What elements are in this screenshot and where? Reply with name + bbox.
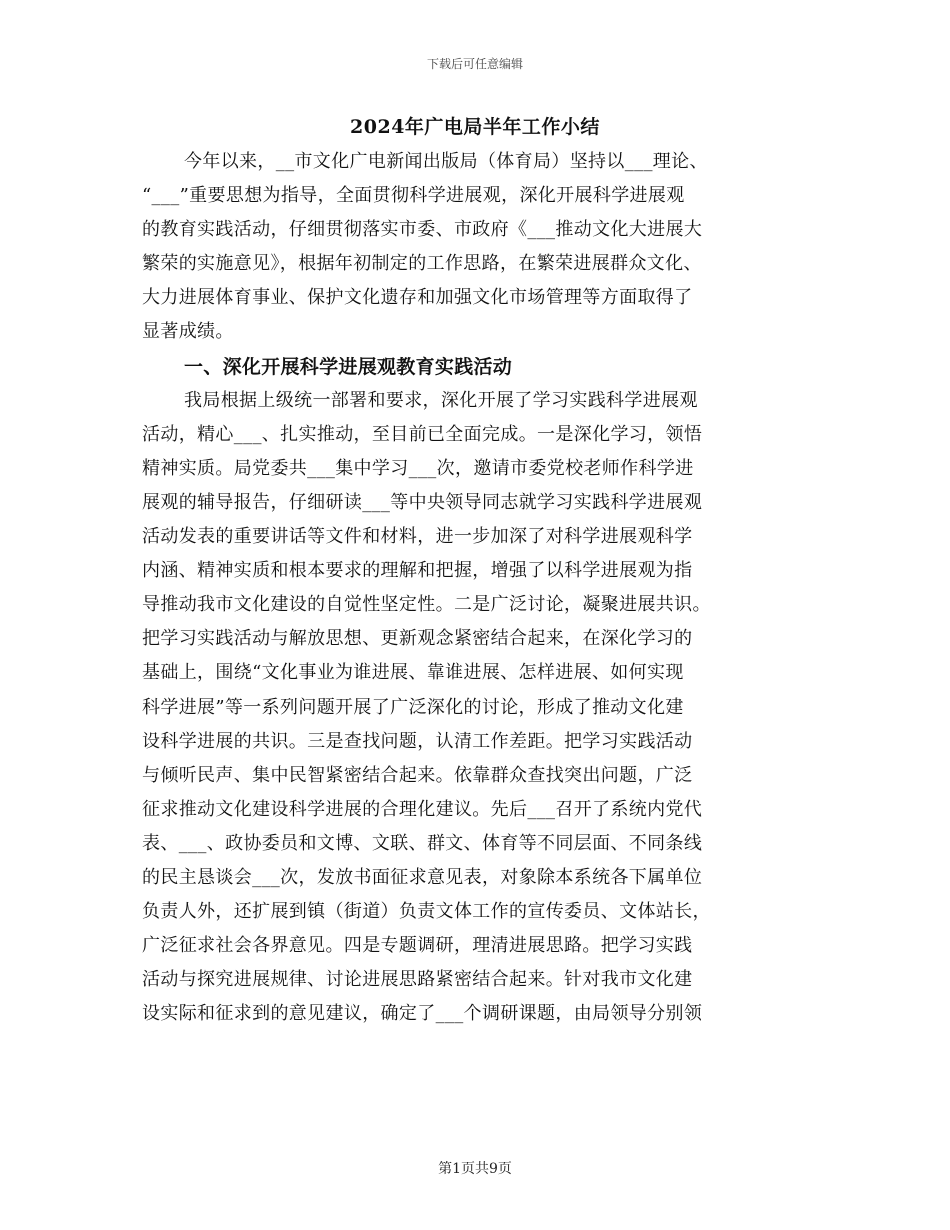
- paragraph-line: 基础上，围绕“文化事业为谁进展、靠谁进展、怎样进展、如何实现: [142, 662, 684, 684]
- paragraph-line: 科学进展”等一系列问题开展了广泛深化的讨论，形成了推动文化建: [142, 696, 684, 718]
- paragraph-line: 负责人外，还扩展到镇（街道）负责文体工作的宣传委员、文体站长，: [142, 901, 711, 923]
- paragraph-line: 大力进展体育事业、保护文化遗存和加强文化市场管理等方面取得了: [142, 287, 693, 309]
- paragraph-line: 的民主恳谈会___次，发放书面征求意见表，对象除本系统各下属单位: [142, 866, 703, 888]
- paragraph-line: 展观的辅导报告，仔细研读___等中央领导同志就学习实践科学进展观: [142, 491, 703, 513]
- paragraph-line: 设科学进展的共识。三是查找问题，认清工作差距。把学习实践活动: [142, 730, 693, 752]
- document-body: [142, 112, 808, 1031]
- paragraph-line: 征求推动文化建设科学进展的合理化建议。先后___召开了系统内党代: [142, 798, 703, 820]
- paragraph-line: 设实际和征求到的意见建议，确定了___个调研课题，由局领导分别领: [142, 1003, 703, 1025]
- paragraph-line: 活动，精心___、扎实推动，至目前已全面完成。一是深化学习，领悟: [142, 423, 703, 445]
- paragraph-line: 精神实质。局党委共___集中学习___次，邀请市委党校老师作科学进: [142, 457, 694, 479]
- paragraph-line: 内涵、精神实质和根本要求的理解和把握，增强了以科学进展观为指: [142, 560, 693, 582]
- paragraph-line: “___”重要思想为指导，全面贯彻科学进展观，深化开展科学进展观: [142, 185, 685, 207]
- paragraph-line: 的教育实践活动，仔细贯彻落实市委、市政府《___推动文化大进展大: [142, 219, 703, 241]
- paragraph-line: 繁荣的实施意见》，根据年初制定的工作思路，在繁荣进展群众文化、: [142, 253, 702, 275]
- page-header-note: 下载后可任意编辑: [426, 57, 523, 71]
- paragraph-line: 广泛征求社会各界意见。四是专题调研，理清进展思路。把学习实践: [142, 935, 693, 957]
- document-title: 2024年广电局半年工作小结: [350, 116, 600, 138]
- section-heading: 一、深化开展科学进展观教育实践活动: [184, 355, 513, 378]
- paragraph-line: 与倾听民声、集中民智紧密结合起来。依靠群众查找突出问题，广泛: [142, 764, 693, 786]
- paragraph-line: 活动与探究进展规律、讨论进展思路紧密结合起来。针对我市文化建: [142, 969, 693, 991]
- page-footer-number: 第1页共9页: [438, 1161, 512, 1177]
- section-paragraph: [142, 384, 808, 1032]
- paragraph-line: 显著成绩。: [142, 321, 234, 343]
- paragraph-line: 活动发表的重要讲话等文件和材料，进一步加深了对科学进展观科学: [142, 526, 693, 548]
- intro-paragraph: [142, 145, 808, 350]
- paragraph-line: 把学习实践活动与解放思想、更新观念紧密结合起来，在深化学习的: [142, 628, 693, 650]
- paragraph-line: 导推动我市文化建设的自觉性坚定性。二是广泛讨论，凝聚进展共识。: [142, 594, 711, 616]
- paragraph-line: 我局根据上级统一部署和要求，深化开展了学习实践科学进展观: [184, 389, 698, 411]
- paragraph-line: 表、___、政协委员和文博、文联、群文、体育等不同层面、不同条线: [142, 832, 703, 854]
- paragraph-line: 今年以来，__市文化广电新闻出版局（体育局）坚持以___理论、: [184, 151, 708, 172]
